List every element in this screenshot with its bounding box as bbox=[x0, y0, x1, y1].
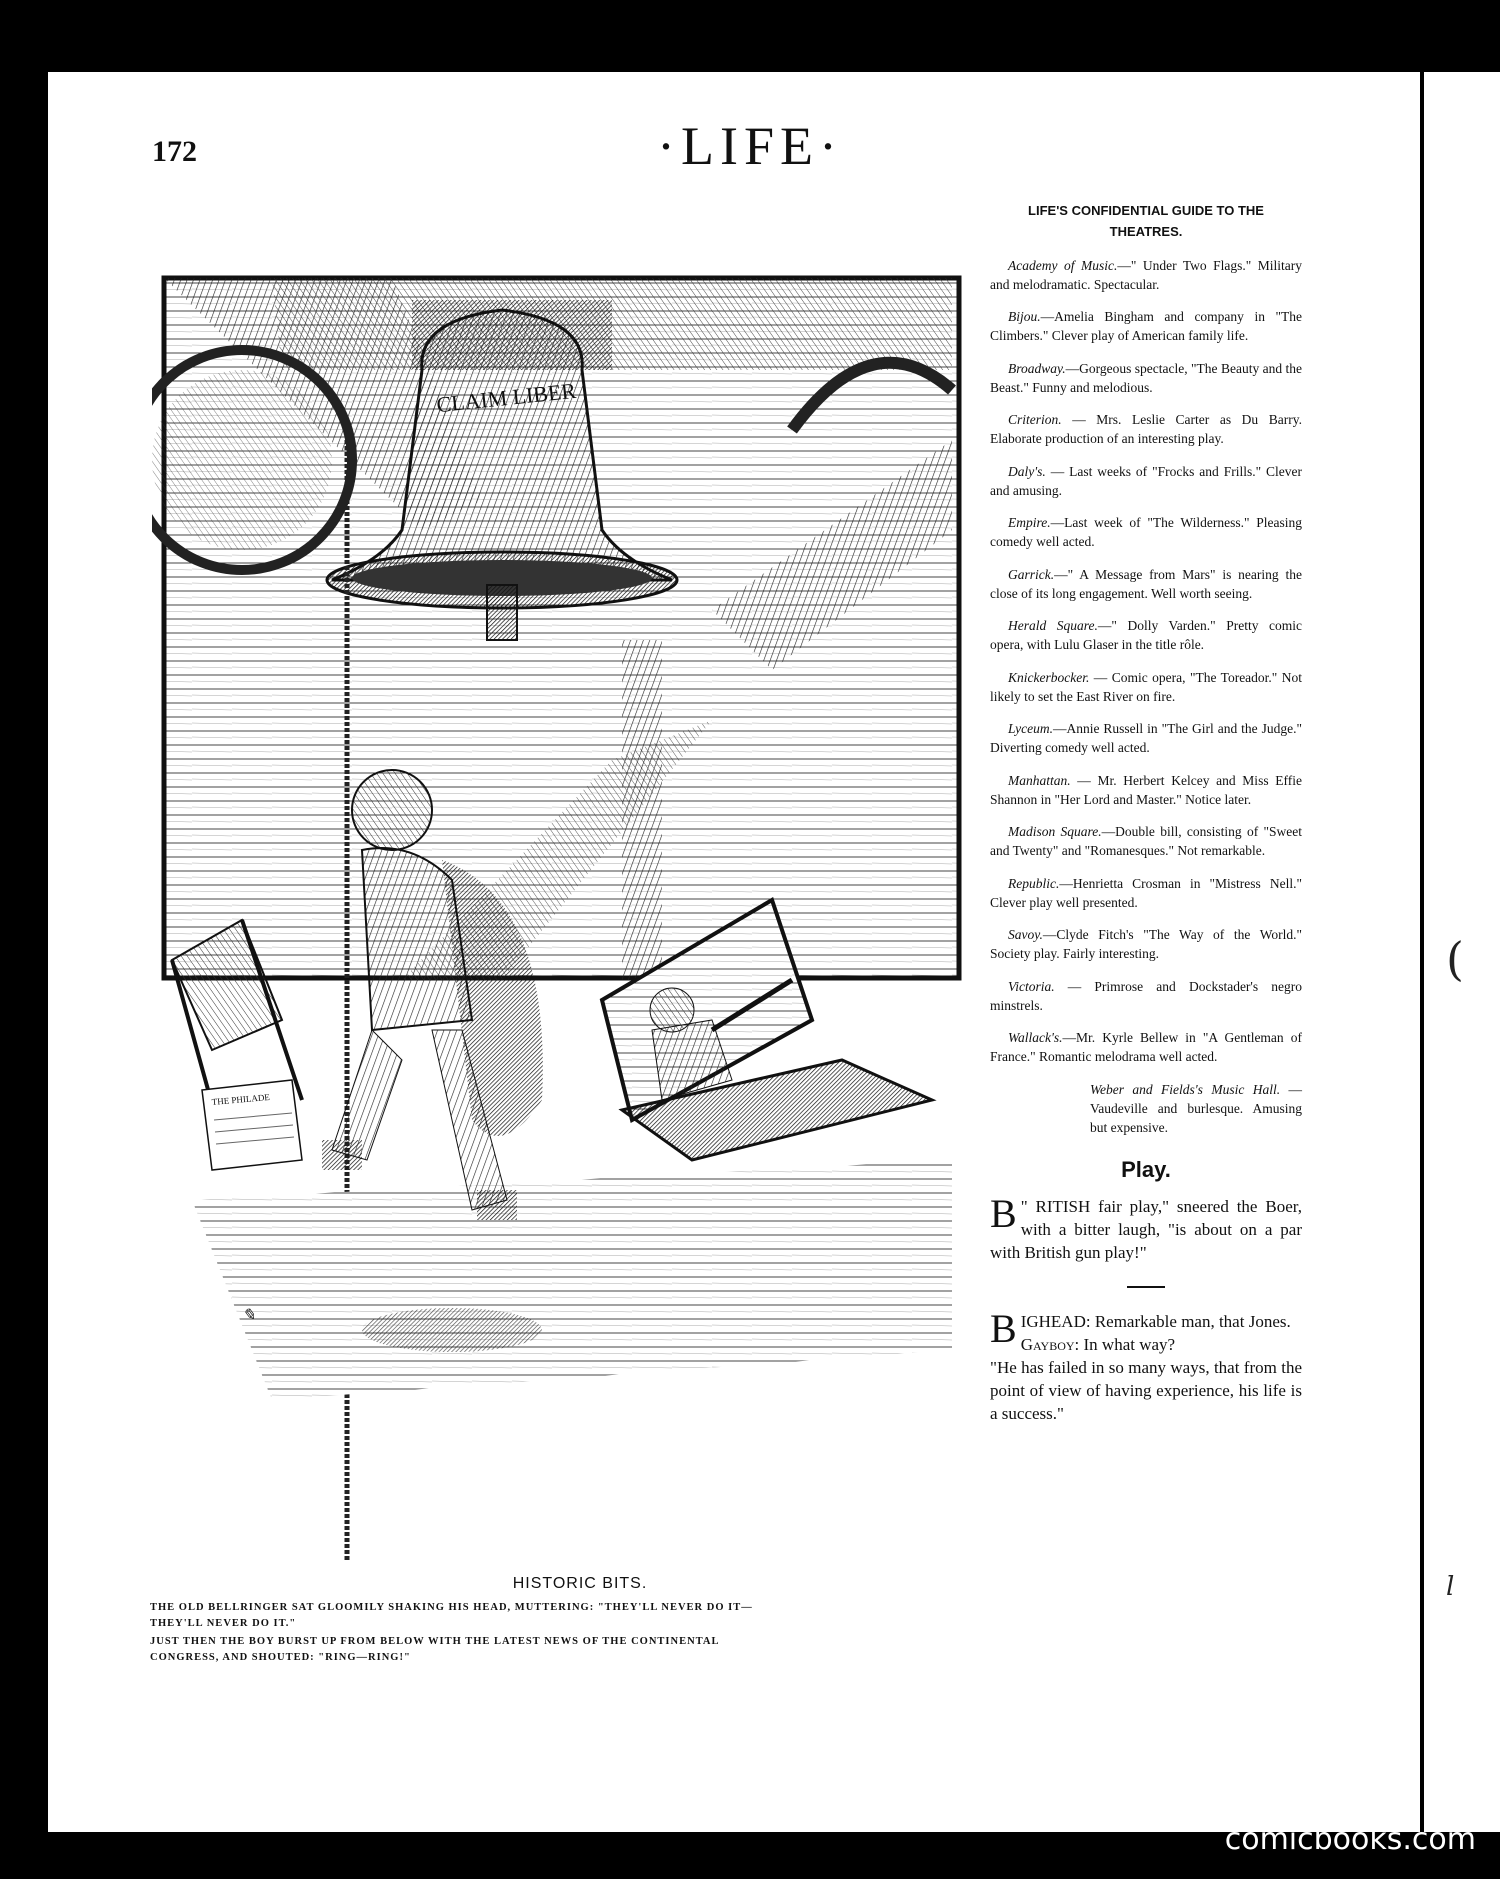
guide-entry: Academy of Music.—" Under Two Flags." Military and melodramatic. Spectacular. bbox=[990, 257, 1302, 292]
page-number: 172 bbox=[152, 135, 197, 168]
bell-tower-illustration bbox=[152, 200, 972, 1570]
guide-title: LIFE'S CONFIDENTIAL GUIDE TO THE THEATRES. bbox=[1028, 203, 1264, 239]
caption-line: JUST THEN THE BOY BURST UP FROM BELOW WITH THE LATEST NEWS OF THE CONTINENTAL bbox=[150, 1636, 720, 1647]
caption-line: THE OLD BELLRINGER SAT GLOOMILY SHAKING HIS HEAD, MUTTERING: "THEY'LL NEVER DO IT— bbox=[150, 1602, 753, 1613]
guide-entry: Criterion. — Mrs. Leslie Carter as Du Barry. Elaborate production of an interesting play. bbox=[990, 412, 1302, 446]
watermark: comicbooks.com bbox=[1224, 1822, 1476, 1857]
guide-entry: Herald Square.—" Dolly Varden." Pretty comic opera, with Lulu Glaser in the title rôle. bbox=[990, 618, 1302, 652]
floor bbox=[192, 1160, 952, 1400]
guide-entry: Victoria. — Primrose and Dockstader's negro minstrels. bbox=[990, 978, 1302, 1013]
guide-entry: Broadway.—Gorgeous spectacle, "The Beauty and the Beast." Funny and melodious. bbox=[990, 360, 1302, 395]
guide-entry: Knickerbocker. — Comic opera, "The Toreador." Not likely to set the East River on fire. bbox=[990, 669, 1302, 704]
theatre-guide-column bbox=[990, 200, 1302, 1425]
post bbox=[622, 640, 662, 980]
guide-entry: Madison Square.—Double bill, consisting of "Sweet and Twenty" and "Romanesques." Not remarkable. bbox=[990, 824, 1302, 858]
guide-entry: Garrick.—" A Message from Mars" is nearing the close of its long engagement. Well worth seeing. bbox=[990, 566, 1302, 601]
guide-entry: Manhattan. — Mr. Herbert Kelcey and Miss Effie Shannon in "Her Lord and Master." Notice later. bbox=[990, 772, 1302, 807]
guide-entry: Empire.—Last week of "The Wilderness." Pleasing comedy well acted. bbox=[990, 515, 1302, 549]
dropcap: B bbox=[990, 1305, 1017, 1351]
play-heading: Play. bbox=[1121, 1156, 1171, 1182]
masthead: ·LIFE· bbox=[657, 116, 843, 176]
section-divider bbox=[1127, 1286, 1165, 1288]
newspaper bbox=[202, 1080, 302, 1170]
dropcap: B bbox=[990, 1190, 1017, 1236]
caption-title: HISTORIC BITS. bbox=[512, 1575, 648, 1592]
bighead-story: BIGHEAD: Remarkable man, that Jones. Gayboy: In what way? "He has failed in so many ways, that from the point of view of having experience, his life is a success." bbox=[990, 1305, 1302, 1423]
adjacent-page-edge: ( l bbox=[1424, 72, 1500, 1832]
caption-line: CONGRESS, AND SHOUTED: "RING—RING!" bbox=[150, 1652, 411, 1663]
artist-signature-icon: ✎ bbox=[242, 1307, 256, 1324]
bell-inscription: CLAIM LIBER bbox=[435, 377, 578, 418]
play-story: " B RITISH fair play," sneered the Boer, with a bitter laugh, "is about on a par with British gun play!" bbox=[990, 1190, 1302, 1262]
guide-entry: Weber and Fields's Music Hall. — Vaudeville and burlesque. Amusing but expensive. bbox=[1090, 1081, 1303, 1135]
guide-entry: Savoy.—Clyde Fitch's "The Way of the World." Society play. Fairly interesting. bbox=[990, 927, 1302, 961]
guide-entry: Republic.—Henrietta Crosman in "Mistress Nell." Clever play well presented. bbox=[990, 875, 1302, 910]
newspaper-headline: THE PHILADE bbox=[211, 1091, 271, 1107]
guide-entry: Lyceum.—Annie Russell in "The Girl and the Judge." Diverting comedy well acted. bbox=[990, 721, 1302, 755]
guide-entry: Daly's. — Last weeks of "Frocks and Frills." Clever and amusing. bbox=[990, 463, 1302, 498]
guide-entry: Wallack's.—Mr. Kyrle Bellew in "A Gentleman of France." Romantic melodrama well acted. bbox=[990, 1030, 1302, 1064]
guide-entry: Bijou.—Amelia Bingham and company in "The Climbers." Clever play of American family life. bbox=[990, 309, 1302, 343]
caption-line: THEY'LL NEVER DO IT." bbox=[150, 1618, 297, 1629]
